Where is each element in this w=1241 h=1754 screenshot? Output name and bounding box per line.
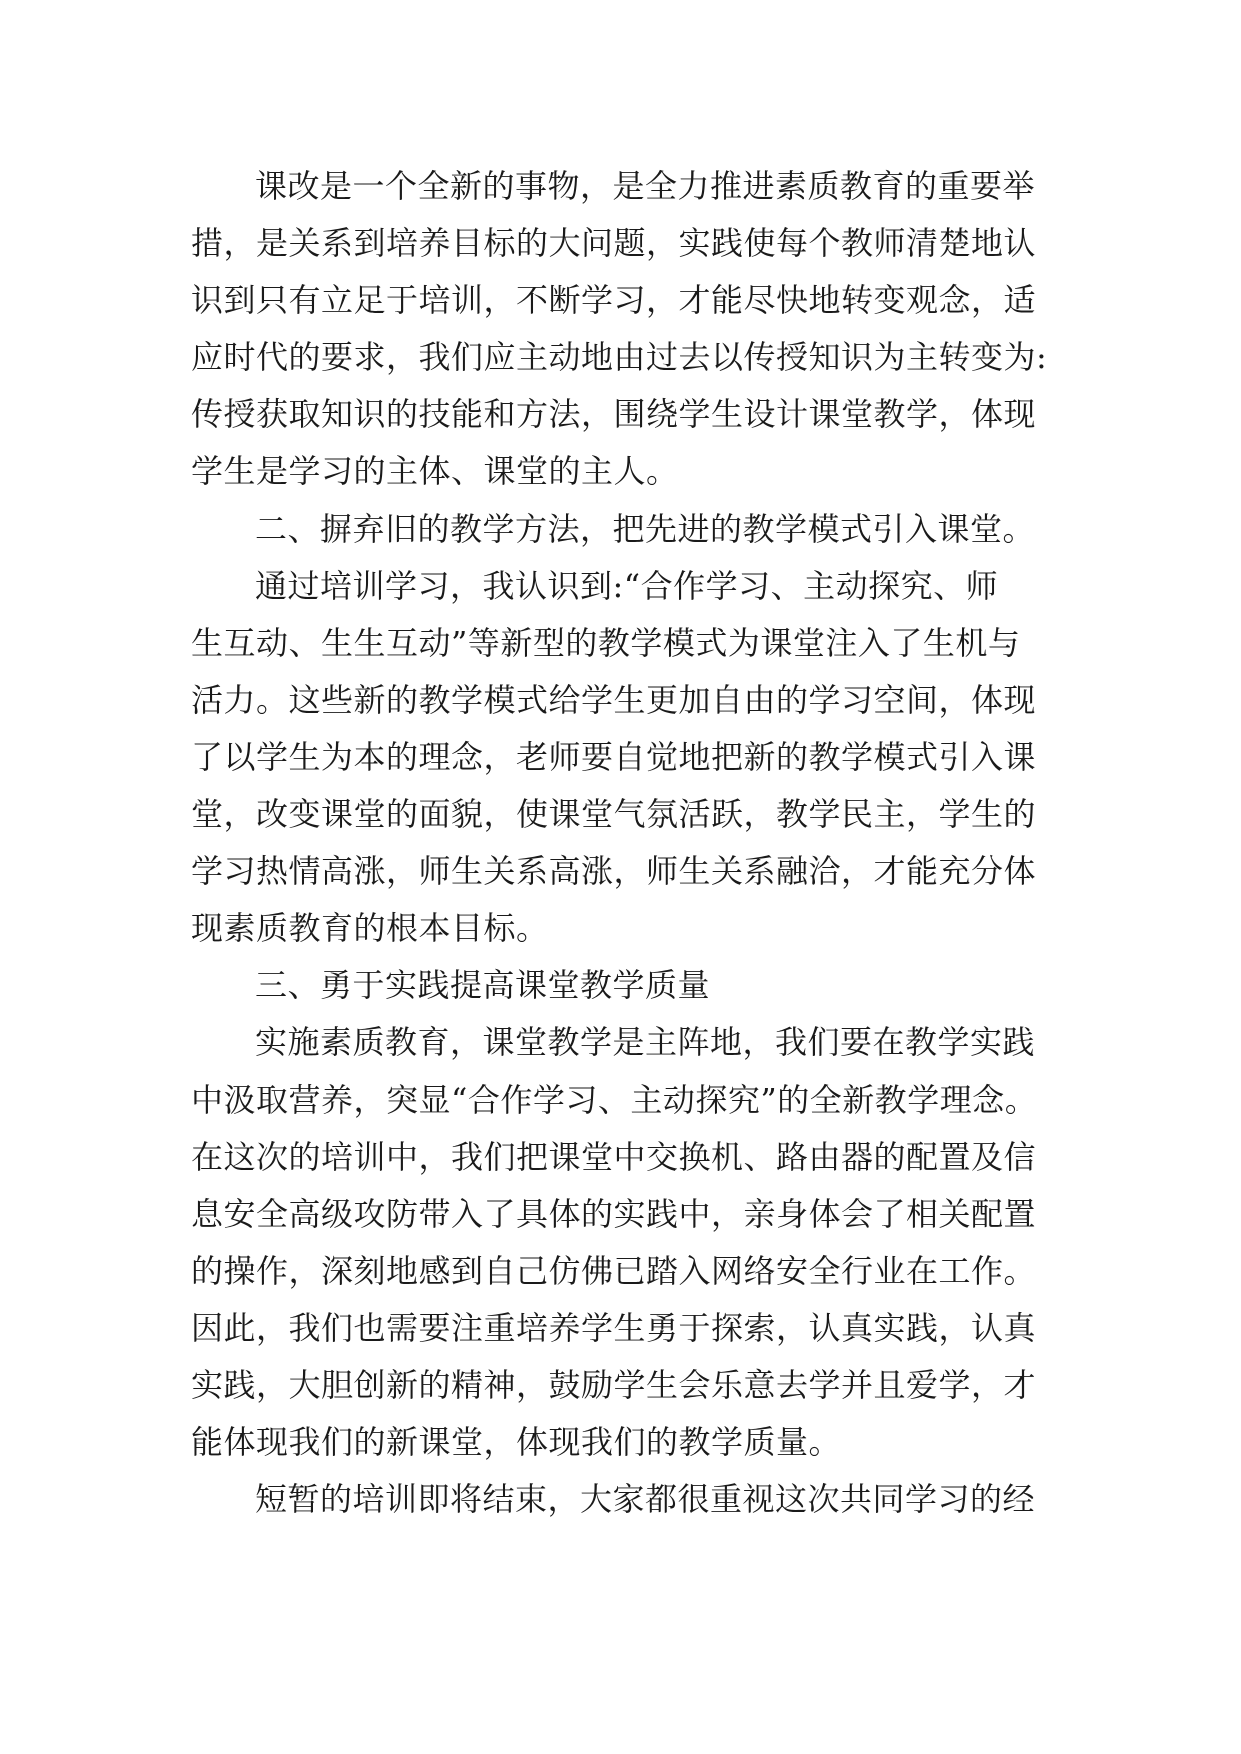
text-line: 通过培训学习，我认识到:“合作学习、主动探究、师: [255, 566, 999, 605]
text-line: 三、勇于实践提高课堂教学质量: [255, 966, 711, 1005]
text-line: 活力。这些新的教学模式给学生更加自由的学习空间，体现: [191, 680, 1037, 719]
text-line: 识到只有立足于培训，不断学习，才能尽快地转变观念，适: [191, 281, 1037, 320]
text-line: 生互动、生生互动”等新型的教学模式为课堂注入了生机与: [191, 623, 1021, 662]
text-line: 二、摒弃旧的教学方法，把先进的教学模式引入课堂。: [255, 509, 1036, 548]
body-text: [191, 158, 1051, 1528]
text-line: 措，是关系到培养目标的大问题，实践使每个教师清楚地认: [191, 224, 1037, 263]
text-line: 了以学生为本的理念，老师要自觉地把新的教学模式引入课: [191, 737, 1037, 776]
text-line: 现素质教育的根本目标。: [191, 909, 549, 948]
text-line: 学生是学习的主体、课堂的主人。: [191, 452, 679, 491]
text-line: 短暂的培训即将结束，大家都很重视这次共同学习的经: [255, 1480, 1036, 1519]
text-line: 实施素质教育，课堂教学是主阵地，我们要在教学实践: [255, 1023, 1036, 1062]
text-line: 堂，改变课堂的面貌，使课堂气氛活跃，教学民主，学生的: [191, 795, 1037, 834]
text-line: 中汲取营养，突显“合作学习、主动探究”的全新教学理念。: [191, 1080, 1038, 1119]
text-line: 学习热情高涨，师生关系高涨，师生关系融洽，才能充分体: [191, 852, 1037, 891]
text-line: 课改是一个全新的事物，是全力推进素质教育的重要举: [255, 167, 1036, 205]
text-line: 息安全高级攻防带入了具体的实践中，亲身体会了相关配置: [191, 1194, 1037, 1233]
text-line: 的操作，深刻地感到自己仿佛已踏入网络安全行业在工作。: [191, 1251, 1037, 1290]
text-line: 传授获取知识的技能和方法，围绕学生设计课堂教学，体现: [191, 395, 1037, 434]
text-line: 因此，我们也需要注重培养学生勇于探索，认真实践，认真: [191, 1308, 1037, 1347]
text-line: 实践，大胆创新的精神，鼓励学生会乐意去学并且爱学，才: [191, 1365, 1037, 1404]
text-line: 能体现我们的新课堂，体现我们的教学质量。: [191, 1423, 842, 1462]
text-line: 应时代的要求，我们应主动地由过去以传授知识为主转变为:: [191, 338, 1048, 377]
text-line: 在这次的培训中，我们把课堂中交换机、路由器的配置及信: [191, 1137, 1037, 1176]
